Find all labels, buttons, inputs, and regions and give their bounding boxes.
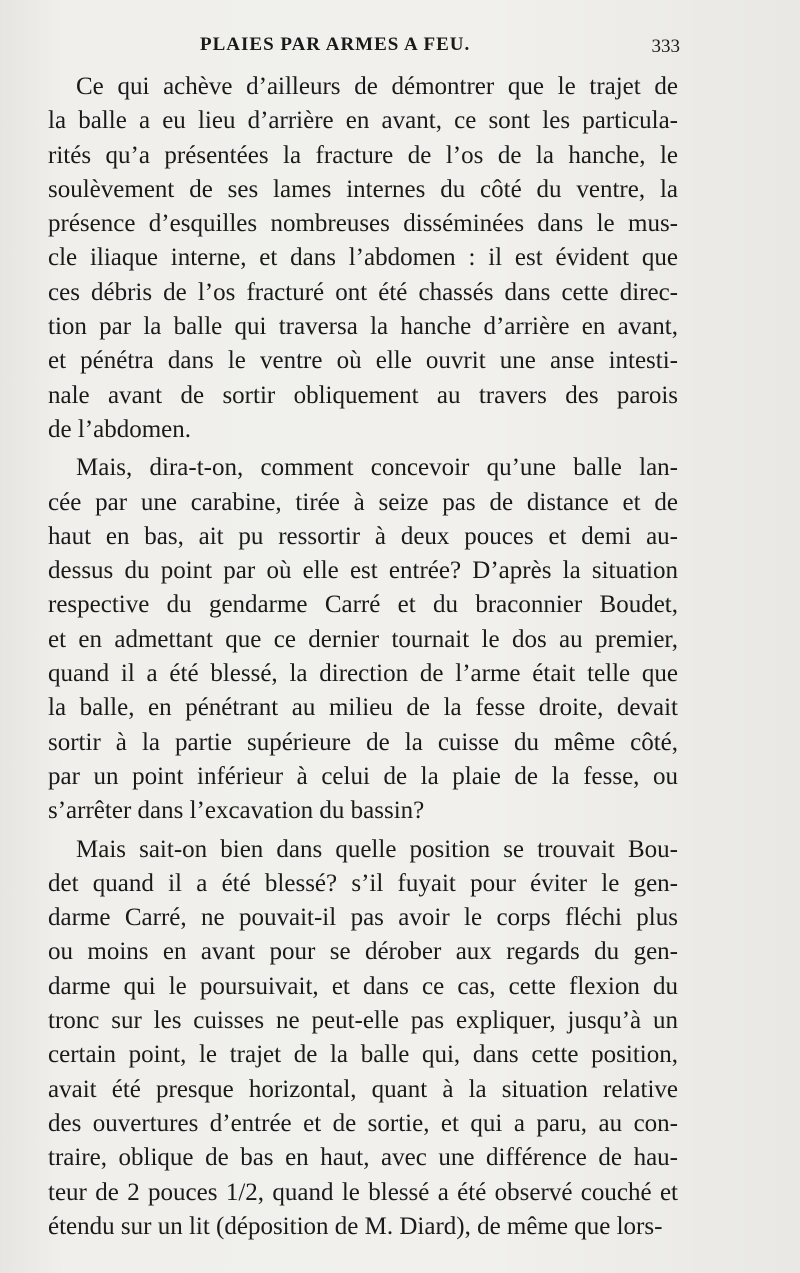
- text-line: darme qui le poursuivait, et dans ce cas, cette flexion du: [48, 972, 678, 1000]
- text-line: soulèvement de ses lames internes du côté du ventre, la: [48, 175, 678, 203]
- text-line: et en admettant que ce dernier tournait le dos au premier,: [48, 625, 678, 653]
- paragraph: [48, 451, 678, 828]
- text-line: Ce qui achève d’ailleurs de démontrer que le trajet de: [76, 73, 678, 100]
- text-line: darme Carré, ne pouvait-il pas avoir le corps fléchi plus: [48, 904, 678, 932]
- text-line: haut en bas, ait pu ressortir à deux pouces et demi au-: [48, 522, 678, 550]
- text-line: s’arrêter dans l’excavation du bassin?: [48, 797, 425, 825]
- text-line: ces débris de l’os fracturé ont été chassés dans cette direc-: [48, 278, 678, 306]
- text-line: rités qu’a présentées la fracture de l’os de la hanche, le: [48, 141, 678, 169]
- text-line: par un point inférieur à celui de la plaie de la fesse, ou: [48, 762, 678, 790]
- text-line: cle iliaque interne, et dans l’abdomen : il est évident que: [48, 244, 678, 272]
- page-number: 333: [651, 36, 680, 57]
- paragraph: [48, 70, 678, 447]
- text-line: teur de 2 pouces 1/2, quand le blessé a été observé couché et: [48, 1178, 678, 1206]
- text-line: étendu sur un lit (déposition de M. Diard), de même que lors-: [48, 1212, 663, 1240]
- text-line: de l’abdomen.: [48, 415, 192, 443]
- text-line: sortir à la partie supérieure de la cuisse du même côté,: [48, 728, 678, 756]
- text-line: Mais sait-on bien dans quelle position se trouvait Bou-: [76, 835, 678, 863]
- text-line: et pénétra dans le ventre où elle ouvrit une anse intesti-: [48, 347, 678, 375]
- text-line: ou moins en avant pour se dérober aux regards du gen-: [48, 938, 678, 966]
- text-line: la balle, en pénétrant au milieu de la fesse droite, devait: [48, 694, 678, 722]
- text-line: respective du gendarme Carré et du braconnier Boudet,: [48, 591, 678, 619]
- paragraph: [48, 833, 678, 1245]
- text-line: Mais, dira-t-on, comment concevoir qu’une balle lan-: [76, 454, 678, 482]
- text-line: des ouvertures d’entrée et de sortie, et qui a paru, au con-: [48, 1109, 678, 1137]
- text-line: dessus du point par où elle est entrée? D’après la situation: [48, 557, 678, 585]
- text-line: la balle a eu lieu d’arrière en avant, ce sont les particula-: [48, 107, 678, 135]
- text-line: quand il a été blessé, la direction de l’arme était telle que: [48, 660, 678, 688]
- text-line: avait été presque horizontal, quant à la situation relative: [48, 1075, 678, 1103]
- page-header: [200, 34, 680, 64]
- text-line: tion par la balle qui traversa la hanche d’arrière en avant,: [48, 313, 678, 341]
- text-line: traire, oblique de bas en haut, avec une différence de hau-: [48, 1144, 678, 1172]
- text-line: certain point, le trajet de la balle qui, dans cette position,: [48, 1041, 678, 1069]
- text-line: cée par une carabine, tirée à seize pas de distance et de: [48, 488, 678, 516]
- text-line: tronc sur les cuisses ne peut-elle pas expliquer, jusqu’à un: [48, 1007, 678, 1035]
- body-text: [48, 70, 678, 1244]
- running-head: PLAIES PAR ARMES A FEU.: [200, 34, 471, 55]
- text-line: présence d’esquilles nombreuses disséminées dans le mus-: [48, 210, 678, 238]
- text-line: det quand il a été blessé? s’il fuyait pour éviter le gen-: [48, 869, 678, 897]
- text-line: nale avant de sortir obliquement au travers des parois: [48, 381, 678, 409]
